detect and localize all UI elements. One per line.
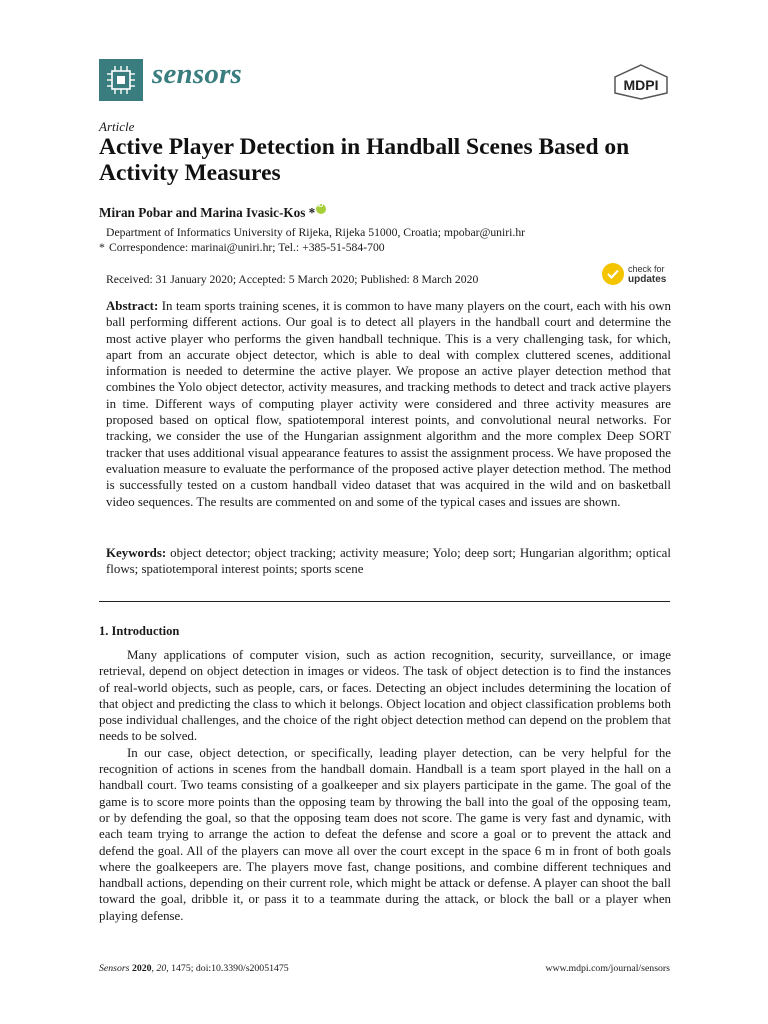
abstract-text: In team sports training scenes, it is common to have many players on the court, each with his own ball performing different actions. Our goal is to detect all players in the handball court and determine the most active player who performs the given handball technique. This is a very challenging task, for which, apart from an accurate object detector, which is able to deal with complex cluttered scenes, additional information is needed to determine the active player. We propose an active player detection method that combines the Yolo object detector, activity measures, and tracking methods to detect and track active players in time. Different ways of computing player activity were considered and three activity measures are proposed based on optical flow, spatiotemporal interest points, and convolutional neural networks. For tracking, we consider the use of the Hungarian assignment algorithm and the more complex Deep SORT tracker that uses additional visual appearance features to assist the assignment process. We have proposed the evaluation measure to evaluate the performance of the proposed active player detection method. The method is successfully tested on a custom handball video dataset that was acquired in the wild and on basketball video sequences. The results are commented on and some of the typical cases and issues are shown. xyxy=(106,299,671,509)
correspondence-text: Correspondence: marinai@uniri.hr; Tel.: +385-51-584-700 xyxy=(109,241,385,254)
correspondence xyxy=(99,240,385,255)
footer-year: 2020 xyxy=(131,963,152,974)
paragraph: Many applications of computer vision, such as action recognition, security, surveillance, or image retrieval, depend on object detection in images or videos. The task of object detection is to find the instances of real-world objects, such as people, cars, or faces. Detecting an object includes determining the location of that object and predicting the class to which it belongs. Object location and object classification problems both pose individual challenges, and the choice of the right object detection method can depend on the problem that needs to be solved. xyxy=(99,648,671,744)
check-updates-line1: check for xyxy=(628,264,665,274)
orcid-icon[interactable] xyxy=(316,204,326,214)
article-title: Active Player Detection in Handball Scenes Based on Activity Measures xyxy=(99,134,630,186)
journal-name: sensors xyxy=(152,58,243,90)
check-for-updates-button[interactable] xyxy=(602,263,674,291)
introduction-body xyxy=(99,647,671,924)
abstract xyxy=(106,298,671,510)
keywords-text: object detector; object tracking; activity measure; Yolo; deep sort; Hungarian algorithm; optical flows; spatiotemporal interest points; sports scene xyxy=(106,546,671,577)
footer-volume: 20 xyxy=(156,963,167,974)
section-heading: 1. Introduction xyxy=(99,624,180,638)
footer-citation: Sensors 2020, 20, 1475; doi:10.3390/s20051475 xyxy=(99,963,289,974)
correspondence-marker: * xyxy=(99,241,105,254)
journal-logo-icon xyxy=(99,59,143,101)
mdpi-logo-icon xyxy=(612,64,670,100)
paragraph: In our case, object detection, or specifically, leading player detection, can be very helpful for the recognition of actions in scenes from the handball domain. Handball is a team sport played in the hall on a handball court. Two teams consisting of a goalkeeper and six players participate in the game. The goal of the game is to score more points than the opposing team by throwing the ball into the goal of the opposing team, or by defending the goal, so that the opposing team does not score. The game is very fast and dynamic, with each team trying to arrange the action to defeat the defense and score a goal or to prevent the attack and defend the goal. All of the players can move all over the court except in the space 6 m in front of both goals where the goalkeepers are. The players move fast, change positions, and combine different techniques and handball actions, depending on their current role, which might be attack or defense. A player can shoot the ball toward the goal, dribble it, or pass it to a teammate during the attack, or block the ball or a player when playing defense. xyxy=(99,745,671,923)
mdpi-logo-text: MDPI xyxy=(623,77,659,93)
check-updates-line2: updates xyxy=(628,274,667,285)
check-updates-icon xyxy=(602,263,624,285)
keywords-label: Keywords: xyxy=(106,546,167,560)
footer-doi: , 1475; doi:10.3390/s20051475 xyxy=(166,963,289,974)
publication-dates: Received: 31 January 2020; Accepted: 5 March 2020; Published: 8 March 2020 xyxy=(106,273,479,286)
author-list xyxy=(99,204,326,221)
footer-journal: Sensors xyxy=(99,963,130,974)
abstract-label: Abstract: xyxy=(106,299,159,313)
journal-url-link[interactable]: www.mdpi.com/journal/sensors xyxy=(545,963,670,974)
article-type: Article xyxy=(99,119,135,134)
keywords xyxy=(106,545,671,578)
section-divider xyxy=(99,601,670,602)
author-names: Miran Pobar and Marina Ivasic-Kos * xyxy=(99,205,316,220)
affiliation: Department of Informatics University of Rijeka, Rijeka 51000, Croatia; mpobar@uniri.hr xyxy=(106,226,526,239)
